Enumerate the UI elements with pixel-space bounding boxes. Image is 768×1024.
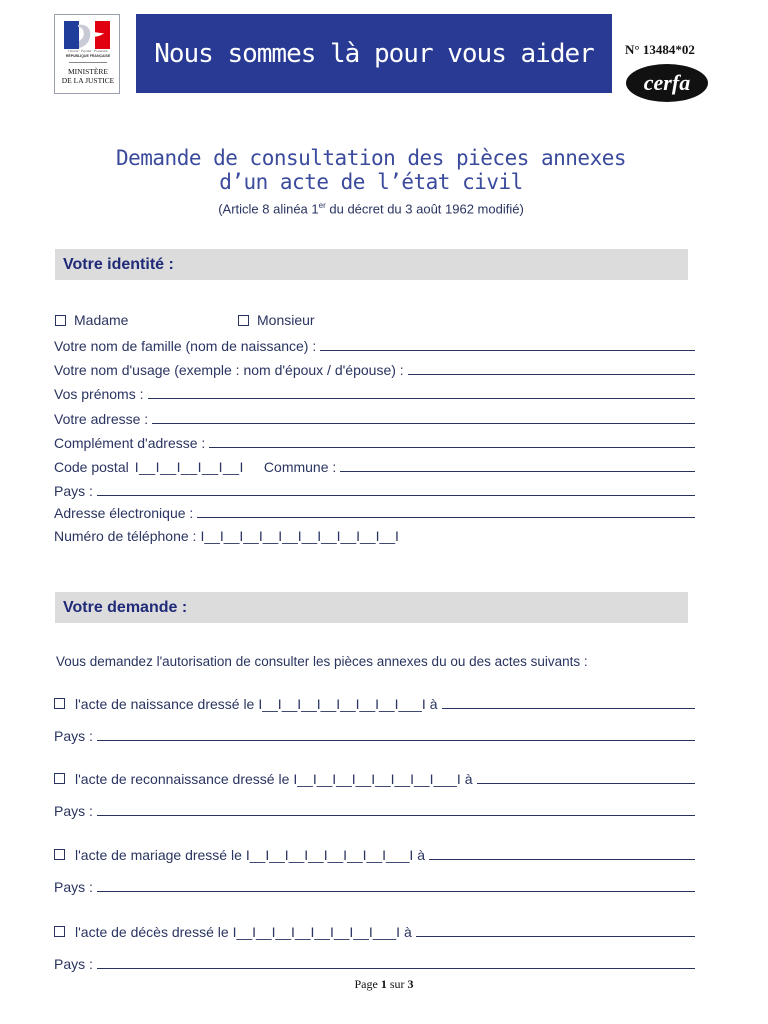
email-field[interactable] [197, 504, 695, 518]
logo-ministry-line1: MINISTÈRE [68, 67, 108, 76]
act-deces-pays-field[interactable] [97, 955, 695, 969]
prenoms-label: Vos prénoms : [54, 386, 144, 402]
logo-motto: Liberté · Égalité · Fraternité [68, 49, 108, 53]
act-naissance-pays-field[interactable] [97, 727, 695, 741]
nom-famille-field[interactable] [320, 337, 695, 351]
monsieur-label: Monsieur [257, 312, 315, 328]
adresse-label: Votre adresse : [54, 411, 149, 427]
code-postal-field[interactable]: I__I__I__I__I__I [134, 459, 244, 475]
prenoms-row [54, 384, 695, 402]
act-naissance-label: l'acte de naissance dressé le [75, 696, 255, 712]
telephone-label: Numéro de téléphone : [54, 528, 197, 544]
act-deces-pays-row [54, 954, 695, 972]
madame-label: Madame [74, 312, 129, 328]
telephone-row [54, 526, 695, 544]
madame-option[interactable] [55, 312, 128, 328]
nom-usage-field[interactable] [408, 361, 695, 375]
act-naissance-row [54, 694, 695, 712]
commune-field[interactable] [340, 458, 695, 472]
logo-ministry-line2: DE LA JUSTICE [61, 76, 115, 85]
act-mariage-date-field[interactable]: I__I__I__I__I__I__I__I___I [245, 847, 414, 863]
subtitle-sup: er [318, 201, 326, 210]
act-mariage-pays-label: Pays : [54, 879, 93, 895]
page-footer [0, 977, 768, 992]
madame-checkbox[interactable] [55, 315, 66, 326]
act-naissance-place-field[interactable] [442, 695, 695, 709]
act-reconnaissance-pays-label: Pays : [54, 803, 93, 819]
act-mariage-row [54, 845, 695, 863]
adresse-field[interactable] [152, 410, 695, 424]
act-reconnaissance-date-field[interactable]: I__I__I__I__I__I__I__I___I [293, 771, 461, 787]
section-request-header: Votre demande : [55, 592, 688, 623]
act-deces-date-field[interactable]: I__I__I__I__I__I__I__I___I [232, 924, 401, 940]
cerfa-number: N° 13484*02 [625, 42, 695, 57]
monsieur-checkbox[interactable] [238, 315, 249, 326]
subtitle-after: du décret du 3 août 1962 modifié) [325, 201, 524, 217]
act-deces-checkbox[interactable] [54, 926, 65, 937]
logo-divider [69, 62, 107, 63]
complement-field[interactable] [209, 434, 695, 448]
marianne-logo [54, 14, 120, 94]
monsieur-option[interactable] [238, 312, 315, 328]
logo-republic: RÉPUBLIQUE FRANÇAISE [65, 54, 111, 58]
act-deces-place-field[interactable] [416, 923, 695, 937]
code-postal-row [54, 457, 695, 475]
email-row [54, 503, 695, 521]
pays-field[interactable] [97, 482, 695, 496]
act-mariage-a-label: à [417, 847, 426, 863]
act-mariage-pays-field[interactable] [97, 878, 695, 892]
footer-page-word: Page [354, 977, 378, 991]
act-deces-label: l'acte de décès dressé le [75, 924, 229, 940]
nom-usage-label: Votre nom d'usage (exemple : nom d'époux / d'épouse) : [54, 362, 404, 378]
act-naissance-checkbox[interactable] [54, 698, 65, 709]
pays-label: Pays : [54, 483, 93, 499]
act-naissance-pays-row [54, 726, 695, 744]
act-mariage-pays-row [54, 877, 695, 895]
header-banner: Nous sommes là pour vous aider [136, 14, 612, 93]
nom-famille-row [54, 336, 695, 354]
logo-ministry [57, 67, 119, 85]
act-naissance-pays-label: Pays : [54, 728, 93, 744]
pays-row [54, 481, 695, 499]
footer-page-total: 3 [407, 977, 414, 991]
form-title-line1: Demande de consultation des pièces annexes [115, 146, 626, 170]
footer-of-word: sur [389, 977, 405, 991]
code-postal-label: Code postal [54, 459, 129, 475]
act-reconnaissance-checkbox[interactable] [54, 773, 65, 784]
act-naissance-a-label: à [429, 696, 438, 712]
act-mariage-place-field[interactable] [429, 846, 695, 860]
complement-row [54, 433, 695, 451]
marianne-icon [64, 21, 110, 49]
act-mariage-label: l'acte de mariage dressé le [75, 847, 242, 863]
cerfa-logo: cerfa [626, 64, 708, 102]
act-reconnaissance-pays-field[interactable] [97, 802, 695, 816]
act-reconnaissance-label: l'acte de reconnaissance dressé le [75, 771, 290, 787]
form-title-line2: d’un acte de l’état civil [219, 170, 523, 194]
act-naissance-date-field[interactable]: I__I__I__I__I__I__I__I___I [258, 696, 426, 712]
subtitle-before: (Article 8 alinéa 1 [218, 201, 319, 217]
section-identity-header: Votre identité : [55, 249, 688, 280]
adresse-row [54, 409, 695, 427]
act-deces-pays-label: Pays : [54, 956, 93, 972]
commune-label: Commune : [263, 459, 337, 475]
footer-page-current: 1 [380, 977, 387, 991]
act-reconnaissance-a-label: à [464, 771, 473, 787]
nom-usage-row [54, 360, 695, 378]
complement-label: Complément d'adresse : [54, 435, 206, 451]
prenoms-field[interactable] [148, 385, 696, 399]
act-mariage-checkbox[interactable] [54, 849, 65, 860]
telephone-field[interactable]: I__I__I__I__I__I__I__I__I__I__I [200, 528, 399, 544]
form-subtitle [54, 201, 688, 216]
request-intro: Vous demandez l'autorisation de consulter les pièces annexes du ou des actes suivants : [56, 654, 588, 669]
email-label: Adresse électronique : [54, 505, 194, 521]
act-deces-a-label: à [404, 924, 412, 940]
act-reconnaissance-pays-row [54, 801, 695, 819]
act-deces-row [54, 922, 695, 940]
act-reconnaissance-row [54, 769, 695, 787]
nom-famille-label: Votre nom de famille (nom de naissance) : [54, 338, 317, 354]
act-reconnaissance-place-field[interactable] [477, 770, 695, 784]
